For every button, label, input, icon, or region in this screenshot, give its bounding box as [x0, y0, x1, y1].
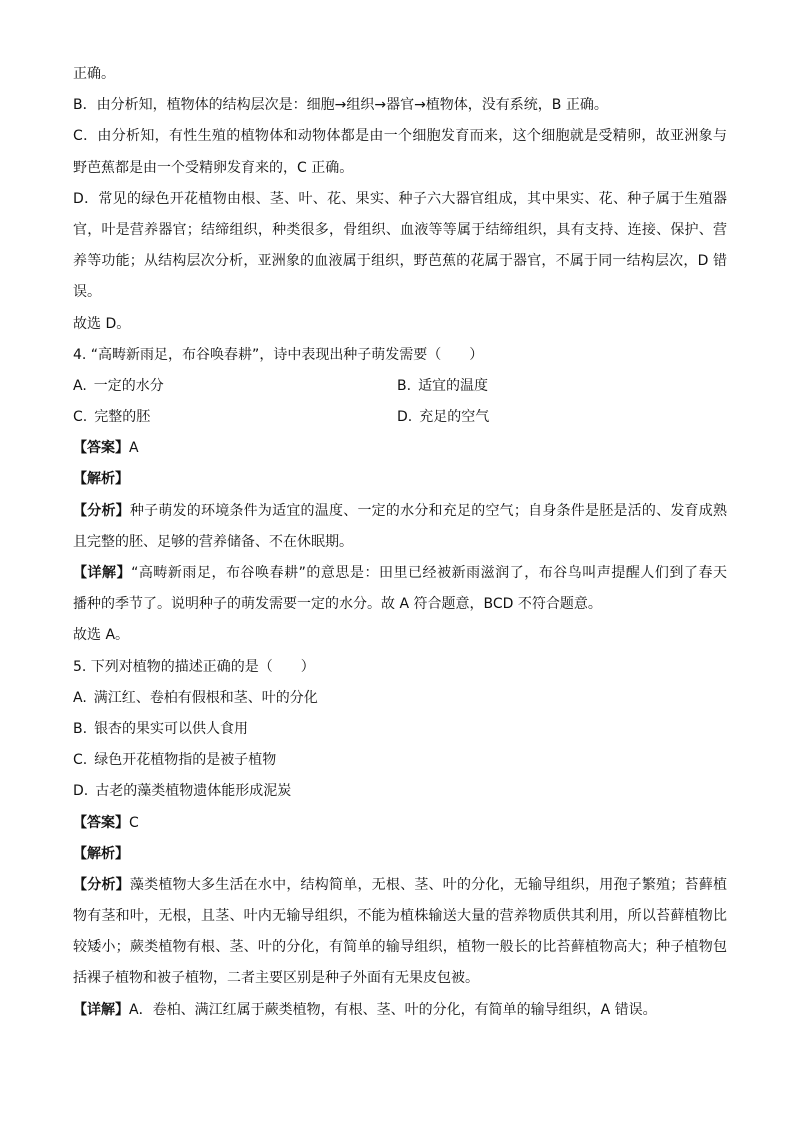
q4-option-b-text: 适宜的温度: [418, 377, 489, 394]
document-page: [73, 59, 727, 1026]
q3-line-2: B．由分析知，植物体的结构层次是：细胞→组织→器官→植物体，没有系统，B 正确。: [73, 97, 608, 114]
q4-option-b: [397, 371, 727, 402]
q5-answer-label: 【答案】: [73, 814, 129, 831]
q4-analysis-line-1: [73, 496, 727, 527]
q5-stem: 5. 下列对植物的描述正确的是（ ）: [73, 658, 315, 675]
q5-option-a: [73, 683, 727, 714]
q4-analysis-line-2: 且完整的胚、足够的营养储备、不在休眠期。: [73, 533, 353, 550]
q4-explanation-label: 【解析】: [73, 471, 129, 488]
q4-analysis-label: 【分析】: [73, 502, 130, 519]
q4-option-a: [73, 371, 397, 402]
q5-detail-text-1: A．卷柏、满江红属于蕨类植物，有根、茎、叶的分化，有简单的输导组织，A 错误。: [129, 1001, 657, 1018]
q5-option-d-label: D.: [73, 783, 89, 800]
q4-detail-line-2: 播种的季节了。说明种子的萌发需要一定的水分。故 A 符合题意，BCD 不符合题意。: [73, 596, 602, 613]
q4-option-c: [73, 402, 397, 433]
q5-option-b-label: B.: [73, 720, 88, 737]
q4-option-d: [397, 402, 727, 433]
q5-option-c: [73, 745, 727, 776]
q5-analysis-line-3: 较矮小；蕨类植物有根、茎、叶的分化，有简单的输导组织，植物一般长的比苔藓植物高大；种子植物包: [73, 939, 727, 956]
q4-answer-value: A: [129, 440, 139, 457]
q4-option-a-text: 一定的水分: [93, 377, 164, 394]
q4-option-d-label: D.: [397, 409, 413, 426]
q5-option-d-text: 古老的藻类植物遗体能形成泥炭: [95, 783, 292, 800]
q4-answer-label: 【答案】: [73, 440, 129, 457]
q5-explanation-label: 【解析】: [73, 845, 129, 862]
q4-options-row-1: [73, 371, 727, 402]
q5-option-c-label: C.: [73, 752, 88, 769]
q4-option-a-label: A.: [73, 377, 87, 394]
q5-analysis-line-4: 括裸子植物和被子植物，二者主要区别是种子外面有无果皮包被。: [73, 970, 479, 987]
q3-line-4: 野芭蕉都是由一个受精卵发育来的，C 正确。: [73, 159, 354, 176]
q5-analysis-line-1: [73, 870, 727, 901]
q3-line-3: C．由分析知，有性生殖的植物体和动物体都是由一个细胞发育而来，这个细胞就是受精卵，故亚洲象与: [73, 128, 727, 145]
q3-line-7: 养等功能；从结构层次分析，亚洲象的血液属于组织，野芭蕉的花属于器官，不属于同一结构层次，D 错: [73, 253, 727, 270]
q4-options-row-2: [73, 402, 727, 433]
q4-conclusion: 故选 A。: [73, 627, 130, 644]
q4-stem: 4. “高畴新雨足，布谷唤春耕”，诗中表现出种子萌发需要（ ）: [73, 346, 484, 363]
q4-answer: [73, 433, 727, 464]
q5-answer: [73, 808, 727, 839]
q5-option-a-text: 满江红、卷柏有假根和茎、叶的分化: [93, 689, 318, 706]
q5-analysis-line-2: 物有茎和叶，无根，且茎、叶内无输导组织，不能为植株输送大量的营养物质供其利用，所以苔藓植物比: [73, 908, 727, 925]
q3-line-1: 正确。: [73, 66, 115, 82]
q4-option-c-text: 完整的胚: [94, 409, 151, 426]
q5-detail-line-1: [73, 995, 727, 1026]
q5-option-b-text: 银杏的果实可以供人食用: [94, 720, 249, 737]
q4-option-b-label: B.: [397, 377, 412, 394]
q4-detail-text-1: “高畴新雨足，布谷唤春耕”的意思是：田里已经被新雨滋润了，布谷鸟叫声提醒人们到了春天: [131, 565, 727, 581]
q3-line-8: 误。: [73, 284, 101, 301]
q5-option-d: [73, 776, 727, 807]
q3-line-5: D．常见的绿色开花植物由根、茎、叶、花、果实、种子六大器官组成，其中果实、花、种子属于生殖器: [73, 190, 727, 207]
q4-detail-label: 【详解】: [73, 565, 132, 581]
q3-conclusion: 故选 D。: [73, 315, 131, 332]
q5-analysis-label: 【分析】: [73, 876, 130, 893]
q5-option-c-text: 绿色开花植物指的是被子植物: [94, 752, 277, 769]
q5-option-b: [73, 714, 727, 745]
q4-detail-line-1: [73, 558, 727, 589]
q3-line-6: 官，叶是营养器官；结缔组织，种类很多，骨组织、血液等等属于结缔组织，具有支持、连接、保护、营: [73, 221, 727, 238]
q5-detail-label: 【详解】: [73, 1001, 129, 1018]
q4-option-d-text: 充足的空气: [419, 409, 490, 426]
q5-option-a-label: A.: [73, 689, 87, 706]
q5-answer-value: C: [129, 814, 139, 831]
q5-analysis-text-1: 藻类植物大多生活在水中，结构简单，无根、茎、叶的分化，无输导组织，用孢子繁殖；苔藓植: [129, 876, 727, 893]
q4-option-c-label: C.: [73, 409, 88, 426]
q4-analysis-text-1: 种子萌发的环境条件为适宜的温度、一定的水分和充足的空气；自身条件是胚是活的、发育成熟: [129, 502, 727, 519]
